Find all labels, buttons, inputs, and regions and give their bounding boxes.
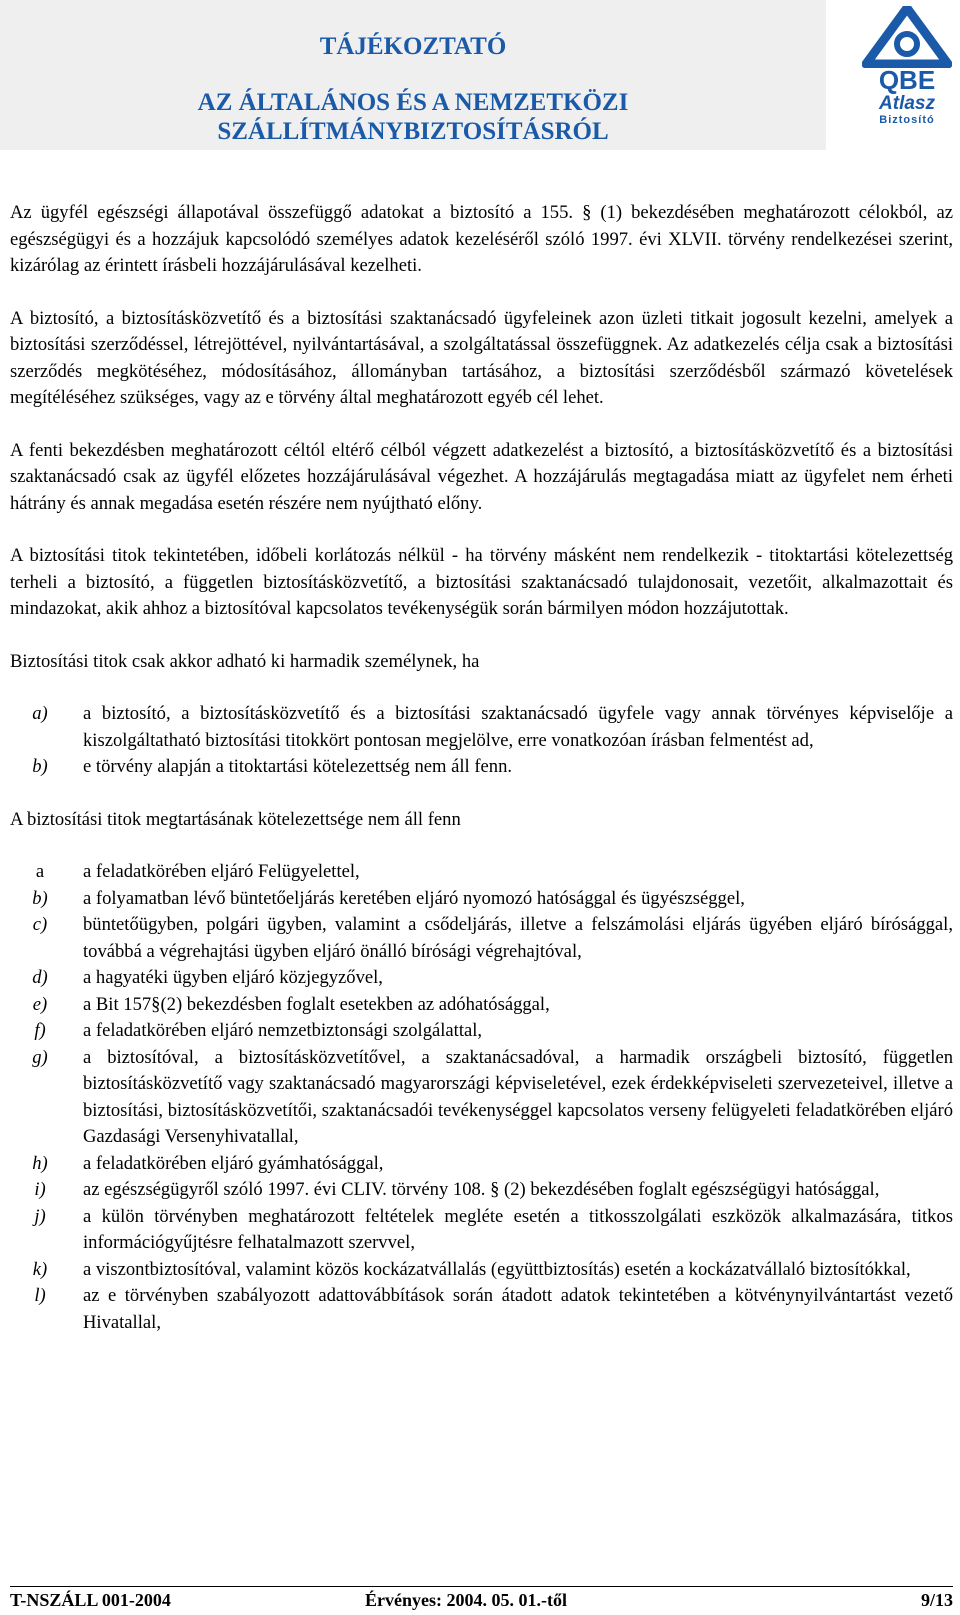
list-marker: h) (32, 1152, 48, 1174)
list-marker: b) (32, 887, 48, 909)
list-item (10, 1283, 953, 1336)
list-item (10, 992, 953, 1019)
list-item (10, 1045, 953, 1151)
list2 (10, 859, 953, 1336)
list-marker: c) (32, 914, 48, 935)
list-item-text: a biztosító, a biztosításközvetítő és a biztosítási szaktanácsadó ügyfele vagy annak törvényes képviselője a kiszolgáltatható biztosítási titokkört pontosan megjelölve, erre vonatkozóan írásban felmentést ad, (83, 703, 953, 751)
document-body (10, 200, 953, 1362)
list-item-text: a biztosítóval, a biztosításközvetítővel, a szaktanácsadóval, a harmadik országbeli biztosító, független biztosításközvetítő vagy szaktanácsadó magyarországi képviseletével, ezek érdekképviseleti szervezeteivel, illetve a biztosítási, biztosításközvetítői, szaktanácsadói tevékenységgel kapcsolatos verseny felügyeleti feladatkörében eljáró Gazdasági Versenyhivatallal, (83, 1046, 953, 1147)
footer-page-number: 9/13 (920, 1590, 953, 1610)
list-item (10, 1257, 953, 1284)
list-item (10, 912, 953, 965)
list-item (10, 1204, 953, 1257)
paragraph-business-secrets: A biztosító, a biztosításközvetítő és a biztosítási szaktanácsadó ügyfeleinek azon üzleti titkait jogosult kezelni, amelyek a biztosítási szerződéssel, létrejöttével, nyilvántartásával, a szolgáltatással összefüggnek. Az adatkezelés célja csak a biztosítási szerződés megkötéséhez, módosításához, állományban tartásához, a biztosítási szerződésből származó követelések megítéléséhez szükséges, vagy az e törvény által meghatározott egyéb cél lehet. (10, 307, 953, 408)
list1-intro: Biztosítási titok csak akkor adható ki harmadik személynek, ha (10, 650, 480, 672)
paragraph-health-data: Az ügyfél egészségi állapotával összefüggő adatokat a biztosító a 155. § (1) bekezdésében meghatározott célokból, az egészségügyi és a hozzájuk kapcsolódó személyes adatok kezeléséről szóló 1997. évi XLVII. törvény rendelkezései szerint, kizárólag az érintett írásbeli hozzájárulásával kezelheti. (10, 202, 953, 276)
paragraph-consent: A fenti bekezdésben meghatározott céltól eltérő célból végzett adatkezelést a biztosító, a biztosításközvetítő és a biztosítási szaktanácsadó csak az ügyfél előzetes hozzájárulásával végezhet. A hozzájárulás megtagadása miatt az ügyfelet nem érheti hátrány és annak megadása esetén részére nem nyújtható előny. (10, 439, 953, 514)
list-item (10, 859, 953, 886)
list-marker: b) (32, 756, 48, 777)
paragraph-confidentiality: A biztosítási titok tekintetében, időbeli korlátozás nélkül - ha törvény másként nem rendelkezik - titoktartási kötelezettség terheli a biztosító, a független biztosításközvetítő, a biztosítási szaktanácsadó tulajdonosait, vezetőit, alkalmazottait és mindazokat, akik ahhoz a biztosítóval kapcsolatos tevékenységük során bármilyen módon hozzájutottak. (10, 545, 953, 619)
list-marker: j) (34, 1205, 46, 1227)
list-item-text: az egészségügyről szóló 1997. évi CLIV. törvény 108. § (2) bekezdésében foglalt egészségügyi hatósággal, (83, 1179, 880, 1200)
list-item (10, 754, 953, 781)
header-band (0, 0, 826, 150)
list-marker: k) (32, 1258, 48, 1280)
list-marker: l) (34, 1285, 46, 1306)
list-marker: e) (32, 993, 48, 1015)
list-item-text: a külön törvényben meghatározott feltételek megléte esetén a titkosszolgálati eszközök alkalmazására, titkos információgyűjtésre felhatalmazott szervvel, (83, 1205, 953, 1253)
list-item (10, 1177, 953, 1204)
list-item-text: a viszontbiztosítóval, valamint közös kockázatvállalás (együttbiztosítás) esetén a kockázatvállaló biztosítókkal, (83, 1258, 911, 1280)
list-item-text: e törvény alapján a titoktartási kötelezettség nem áll fenn. (83, 756, 513, 777)
list-marker: a (35, 861, 45, 882)
footer-divider (10, 1586, 953, 1587)
header-title: TÁJÉKOZTATÓ (319, 33, 507, 60)
list-item (10, 1151, 953, 1178)
list-item (10, 1018, 953, 1045)
list-item-text: az e törvényben szabályozott adattovábbítások során átadott adatok tekintetében a kötvénynyilvántartást vezető Hivatallal, (83, 1285, 953, 1333)
list2-intro: A biztosítási titok megtartásának kötelezettsége nem áll fenn (10, 808, 461, 830)
list-marker: i) (34, 1179, 46, 1200)
list-marker: g) (32, 1046, 48, 1068)
header-subtitle-line1: AZ ÁLTALÁNOS ÉS A NEMZETKÖZI (197, 89, 629, 116)
list-item-text: a feladatkörében eljáró nemzetbiztonsági szolgálattal, (83, 1020, 483, 1041)
list-item-text: a feladatkörében eljáró Felügyelettel, (83, 861, 360, 882)
logo-sub2: Biztosító (879, 114, 935, 126)
list-item-text: a hagyatéki ügyben eljáró közjegyzővel, (83, 967, 383, 988)
qbe-emblem-icon (862, 6, 952, 68)
logo-brand: QBE (878, 65, 936, 95)
company-logo (862, 6, 952, 130)
list-item (10, 886, 953, 913)
list-item (10, 965, 953, 992)
list-item-text: a Bit 157§(2) bekezdésben foglalt esetekben az adóhatósággal, (83, 993, 550, 1015)
list-item-text: büntetőügyben, polgári ügyben, valamint a csődeljárás, illetve a felszámolási eljárás ügyében eljáró bírósággal, továbbá a végrehajtási ügyben eljáró önálló bírósági végrehajtóval, (83, 914, 953, 962)
logo-sub: Atlasz (879, 93, 935, 114)
list-marker: a) (32, 703, 48, 724)
header-subtitle-line2: SZÁLLÍTMÁNYBIZTOSÍTÁSRÓL (217, 118, 609, 145)
list-item-text: a feladatkörében eljáró gyámhatósággal, (83, 1152, 384, 1174)
list-item (10, 701, 953, 754)
footer-doc-code: T-NSZÁLL 001-2004 (10, 1590, 171, 1610)
list-marker: f) (34, 1020, 46, 1041)
list-item-text: a folyamatban lévő büntetőeljárás keretében eljáró nyomozó hatósággal és ügyészséggel, (83, 887, 745, 909)
footer-validity: Érvényes: 2004. 05. 01.-től (365, 1590, 567, 1610)
list1 (10, 701, 953, 781)
list-marker: d) (32, 967, 48, 988)
